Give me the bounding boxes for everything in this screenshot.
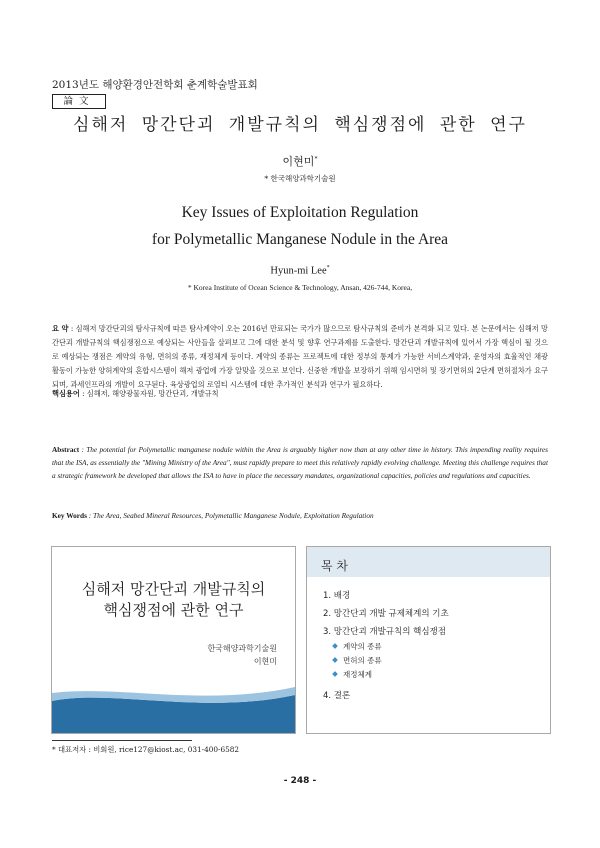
keywords-korean-text: : 심해저, 해양광물자원, 망간단괴, 개발규칙 — [82, 389, 219, 398]
abstract-english-label: Abstract — [52, 445, 80, 454]
toc-subitem — [333, 655, 382, 666]
toc-item: 4. 결론 — [323, 691, 351, 701]
page-number: - 248 - — [283, 776, 317, 786]
slide-wave-band — [52, 685, 295, 733]
author-korean — [0, 153, 600, 169]
slide-title-line2: 핵심쟁점에 관한 연구 — [103, 601, 244, 619]
affiliation-korean: * 한국해양과학기술원 — [264, 174, 336, 183]
author-mark: * — [314, 155, 318, 163]
author-english — [0, 265, 600, 277]
keywords-english-label: Key Words — [52, 511, 87, 520]
keywords-korean-label: 핵심용어 — [52, 389, 80, 398]
slide-toc-heading: 목 차 — [321, 559, 348, 573]
footnote-rule — [52, 740, 192, 741]
conference-name: 2013년도 해양환경안전학회 춘계학술발표회 — [52, 79, 258, 91]
title-english-line2: for Polymetallic Manganese Nodule in the Area — [151, 231, 449, 248]
keywords-english-text: : The Area, Seabed Mineral Resources, Polymetallic Manganese Nodule, Exploitation Regulation — [88, 511, 374, 520]
author-english-name: Hyun-mi Lee — [270, 265, 327, 277]
slide-title — [51, 546, 296, 734]
keywords-korean — [52, 389, 219, 399]
abstract-korean-text: : 심해저 망간단괴의 탐사규칙에 따른 탐사계약이 오는 2016년 만료되는 국가가 많으므로 탐사규칙의 준비가 본격화 되고 있다. 본 논문에서는 심해저 망간단괴 개발규칙의 핵심쟁점으로 예상되는 사안들을 살펴보고 그에 대한 분석 및 향후 연구과제를 도출한다. 망간단괴 개발규칙에 있어서 가장 핵심이 될 것으로 예상되는 쟁점은 계약의 유형, 면허의 종류, 재정체계 등이다. 계약의 종류는 프로젝트에 대한 정부의 통제가 가능한 서비스계약과, 운영자의 효율적인 채광활동이 가능한 양허계약의 혼합시스템이 해저 광업에 가장 알맞을 것으로 보인다. 신중한 개발을 보장하기 위해 임시면허 및 장기면허의 2단계 면허절차가 요구되며, 과세인프라의 개발이 요구된다. 육상광업의 로열티 시스템에 대한 추가적인 분석과 연구가 필요하다. — [52, 324, 549, 389]
affiliation-english: * Korea Institute of Ocean Science & Technology, Ansan, 426-744, Korea, — [187, 283, 413, 292]
author-english-mark: * — [326, 265, 330, 271]
diamond-bullet-icon — [332, 643, 338, 649]
toc-subitem — [333, 641, 382, 652]
abstract-english — [52, 443, 548, 482]
slide-toc — [306, 546, 551, 734]
diamond-bullet-icon — [332, 671, 338, 677]
toc-subitem-label: 계약의 종류 — [343, 642, 382, 651]
slide-title-line1: 심해저 망간단괴 개발규칙의 — [81, 580, 266, 598]
abstract-korean — [52, 322, 548, 392]
paper-type-label: 論文 — [52, 94, 106, 109]
title-english — [0, 199, 600, 253]
abstract-korean-label: 요 약 — [52, 324, 69, 333]
author-korean-name: 이현미 — [282, 155, 315, 168]
toc-item: 3. 망간단괴 개발규칙의 핵심쟁점 — [323, 627, 446, 637]
toc-subitem-label: 재정체계 — [343, 670, 372, 679]
toc-subitem-label: 면허의 종류 — [343, 656, 382, 665]
abstract-english-text: : The potential for Polymetallic manganese nodule within the Area is arguably higher now than at any other time in history. This impending reality requires that the ISA, as essentially the "Mining Ministry of the Area", must rapidly prepare to meet this relatively rapidly evolving challenge. Meeting this challenge requires that a strategic framework be developed that allows the ISA to have in place the necessary mandates, organizational capacities, policies and regulations and capacities. — [52, 445, 549, 480]
slide-institution: 한국해양과학기술원 — [207, 644, 277, 653]
toc-subitem — [333, 669, 372, 680]
title-korean: 심해저 망간단괴 개발규칙의 핵심쟁점에 관한 연구 — [73, 115, 527, 135]
toc-item: 1. 배경 — [323, 591, 351, 601]
diamond-bullet-icon — [332, 657, 338, 663]
footnote: * 대표저자 : 비회원, rice127@kiost.ac, 031-400-6582 — [52, 745, 240, 754]
slide-title-heading — [52, 579, 295, 621]
title-english-line1: Key Issues of Exploitation Regulation — [181, 204, 419, 221]
slide-presenter: 이현미 — [253, 657, 277, 666]
toc-item: 2. 망간단괴 개발 규제체계의 기초 — [323, 609, 449, 619]
keywords-english — [52, 511, 374, 520]
